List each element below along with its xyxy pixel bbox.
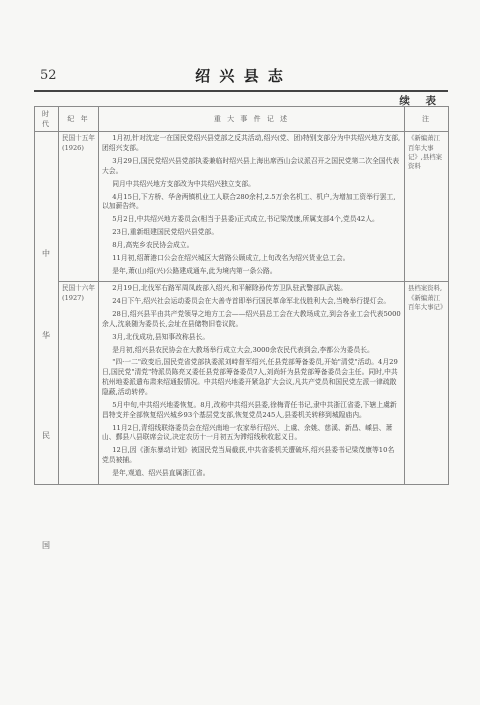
year-cell: 民国十五年(1926): [59, 132, 99, 282]
page-number: 52: [40, 68, 57, 83]
event-entry: 同月中共绍兴地方支部改为中共绍兴独立支部。: [112, 179, 255, 188]
event-entry: 24日下午,绍兴社会运动委员会在大善寺首即举行国民革命军北伐胜利大会,当晚举行提灯会。: [112, 297, 391, 306]
event-entry: 23日,重新组建国民党绍兴县党部。: [112, 228, 219, 237]
event-entry: 11月初,绍萧港口公会在绍兴城区大营路公顾成立,上旬改名为绍兴货业总工会。: [112, 253, 350, 262]
column-header-year: 纪 年: [59, 107, 99, 132]
event-entry: 12日,因《浙东暴动计划》被国民党当局截获,中共省委机关遭破坏,绍兴县委书记梁茂康等10名党员被捕。: [102, 446, 395, 465]
event-entry: 11月2日,青绍线联络委员会在绍兴南地一农家举行绍兴、上虞、余姚、慈溪、新昌、嵊县、萧山、鄞县八县联席会议,决定农历十一月初五为滞绍线秋收起义日。: [102, 423, 393, 442]
chronicle-table: [34, 106, 449, 485]
year-cell: 民国十六年(1927): [59, 282, 99, 484]
notes-cell: 县档案资料,《新编萧江百年大事记》: [405, 282, 449, 484]
notes-cell: 《新编萧江百年大事记》,县档案资料: [405, 132, 449, 282]
era-char: 中: [42, 249, 50, 258]
column-header-events: 重 大 事 件 记 述: [99, 107, 405, 132]
event-entry: 4月15日,下方桥、华舍两镇机业工人联合280余村,2.5万余名机工、机户,为增加工资举行罢工,以加薪告终。: [102, 192, 396, 211]
event-entry: 5月中旬,中共绍兴地委恢复。8月,改称中共绍兴县委,徐梅青任书记,隶中共浙江省委,下辖上虞新昌特支并全部恢复绍兴城乡93个基层党支部,恢复党员245人,县委机关转移到城隍庙内。: [102, 400, 397, 419]
era-char: 国: [42, 541, 50, 550]
header-rule: [34, 90, 448, 92]
event-entry: 28日,绍兴县平由共产党领导之地方工会——绍兴县总工会在大教场成立,到会各业工会代表5000余人,沈泉随为委员长,会址在县储物旧卷议院。: [102, 310, 401, 328]
event-entry: 是月初,绍兴县农民协会在大教场举行成立大会,3000余农民代表到会,李都公为委员长。: [112, 345, 374, 354]
events-cell: [99, 282, 405, 484]
era-char: 民: [42, 431, 50, 440]
event-entry: 3月,北伐成功,县知事改称县长。: [112, 332, 210, 341]
era-char: 华: [42, 331, 50, 340]
event-entry: "四·一二"政变后,国民党省党部执委派刘峙督军绍兴,任县党部筹备委员,开始"清党"活动。4月29日,国民党"清党"特派员陈亮又委任县党部筹备委员7人,刘尚轩为县党部筹备委员会主任。同时,中共杭州地委派遣布肃来绍通报情况。中共绍兴地委开紧急扩大会议,凡共产党员和国民党左派一律疏散隐蔽,活动转停。: [102, 358, 398, 396]
table-header-row: [35, 107, 449, 132]
column-header-notes: 注: [405, 107, 449, 132]
event-entry: 5月2日,中共绍兴地方委员会(相当于县委)正式成立,书记梁茂康,所属支部4个,党员42人。: [112, 215, 379, 224]
event-entry: 是年,萧(山)绍(兴)公路建成通车,此为境内第一条公路。: [112, 266, 277, 275]
event-entry: 3月29日,国民党绍兴县党部执委兼临时绍兴县上海出席西山会议派召开之国民党第二次全国代表大会。: [102, 156, 400, 175]
column-header-era: 时代: [35, 107, 59, 132]
table-row: [35, 282, 449, 484]
book-title: 绍 兴 县 志: [195, 67, 285, 85]
continued-label: 续 表: [399, 95, 442, 107]
event-entry: 8月,高宪乡农民协会成立。: [112, 240, 194, 249]
event-entry: 是年,观道、绍兴县直属浙江省。: [112, 468, 210, 477]
events-cell: [99, 132, 405, 282]
event-entry: 1月初,针对沈定一在国民党绍兴县党部之反共活动,绍兴(党、团)特别支部分为中共绍兴地方支部,团绍兴支部。: [102, 134, 401, 153]
event-entry: 2月19日,北伐军右路军周凤歧部入绍兴,和平解除孙传芳卫队驻武警部队武装。: [112, 284, 347, 293]
page-header: [0, 64, 480, 88]
table-row: [35, 132, 449, 282]
